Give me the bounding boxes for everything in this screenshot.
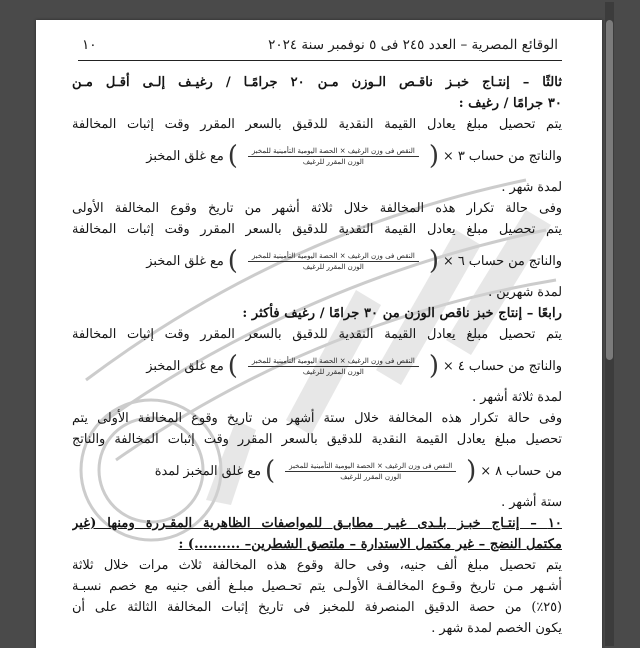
document-body (72, 72, 562, 642)
section10-heading-line1: ١٠ – إنتـاج خبـز بلـدى غيـر مطابـق للمواصفات الظاهرية المقـررة ومنها (غير (72, 516, 562, 531)
section4-formula: والناتج من حساب ٤ × ( $\frac{\text{النقص فى وزن الرغيف × الحصة اليومية التأمينية للمخبز}}{\text{الوزن المقرر للرغيف}}$ ) مع غلق المخبز (146, 351, 562, 381)
formula-prefix: من حساب ٨ × (480, 463, 562, 479)
page-number: ١٠ (82, 37, 97, 53)
section10-text-line1: يتم تحصيل مبلغ ألف جنيه، وفى حالة وقوع هذه المخالفة ثلاث مرات خلال ثلاثة (72, 558, 562, 573)
formula-denominator: الوزن المقرر للرغيف (302, 262, 364, 271)
section3-duration: لمدة شهر . (501, 180, 562, 195)
section10-text-line4: يكون الخصم لمدة شهر . (431, 621, 562, 636)
formula-denominator: الوزن المقرر للرغيف (302, 367, 364, 376)
section4-duration: لمدة ثلاثة أشهر . (472, 390, 562, 405)
formula-fraction (285, 461, 456, 482)
section3-repeat-line1: وفى حالة تكرار هذه المخالفة خلال ثلاثة أشهر من تاريخ وقوع المخالفة الأولى (72, 201, 562, 216)
section4-repeat-duration: ستة أشهر . (501, 495, 562, 510)
section3-repeat-formula: والناتج من حساب ٦ × ( $\frac{\text{النقص فى وزن الرغيف × الحصة اليومية التأمينية للمخبز}}{\text{الوزن المقرر للرغيف}}$ ) مع غلق المخبز (146, 246, 562, 276)
gazette-title: الوقائع المصرية – العدد ٢٤٥ فى ٥ نوفمبر سنة ٢٠٢٤ (268, 37, 558, 53)
scrollbar-thumb[interactable] (606, 20, 613, 360)
vertical-scrollbar[interactable] (605, 2, 614, 646)
formula-prefix: والناتج من حساب ٦ × (443, 253, 562, 269)
section3-heading-line2: ٣٠ جرامًا / رغيف : (458, 96, 562, 111)
formula-fraction (248, 251, 419, 272)
section3-repeat-duration: لمدة شهرين . (488, 285, 562, 300)
section3-heading-line1: ثالثًا – إنتـاج خبـز ناقـص الـوزن مـن ٢٠ جرامًـا / رغيـف إلـى أقـل مـن (72, 75, 562, 90)
section4-repeat-formula: من حساب ٨ × ( $\frac{\text{النقص فى وزن الرغيف × الحصة اليومية التأمينية للمخبز}}{\text{الوزن المقرر للرغيف}}$ ) مع غلق المخبز لمدة (154, 456, 562, 486)
section10-text-line2: أشـهر مـن تاريخ وقـوع المخالفـة الأولـى يتم تحـصيل مبلـغ ألفى جنيه مع خصم نسبـة (72, 579, 562, 594)
page-header (82, 34, 558, 56)
section3-formula: والناتج من حساب ٣ × ( $\frac{\text{النقص فى وزن الرغيف × الحصة اليومية التأمينية للمخبز}}{\text{الوزن المقرر للرغيف}}$ ) مع غلق المخبز (146, 141, 562, 171)
formula-suffix: مع غلق المخبز (146, 358, 224, 374)
formula-numerator: النقص فى وزن الرغيف × الحصة اليومية التأمينية للمخبز (248, 356, 419, 367)
section4-heading: رابعًا – إنتاج خبز ناقص الوزن من ٣٠ جرامًا / رغيف فأكثر : (242, 306, 562, 321)
formula-suffix: مع غلق المخبز (146, 253, 224, 269)
formula-denominator: الوزن المقرر للرغيف (340, 472, 402, 481)
formula-prefix: والناتج من حساب ٣ × (443, 148, 562, 164)
formula-fraction (248, 356, 419, 377)
section4-repeat-line2: تحصيل مبلغ يعادل القيمة النقدية للدقيق بالسعر المقرر وقت إثبات المخالفة والناتج (72, 432, 562, 447)
section10-heading-line2: مكتمل النضج – غير مكتمل الاستدارة – ملتصق الشطرين– ..........) : (178, 537, 562, 552)
document-page (36, 20, 602, 648)
formula-denominator: الوزن المقرر للرغيف (302, 157, 364, 166)
section3-repeat-line2: يتم تحصيل مبلغ يعادل القيمة النقدية للدقيق بالسعر المقرر وقت إثبات المخالفة (72, 222, 562, 237)
formula-numerator: النقص فى وزن الرغيف × الحصة اليومية التأمينية للمخبز (285, 461, 456, 472)
header-divider (78, 60, 562, 61)
formula-numerator: النقص فى وزن الرغيف × الحصة اليومية التأمينية للمخبز (248, 251, 419, 262)
formula-numerator: النقص فى وزن الرغيف × الحصة اليومية التأمينية للمخبز (248, 146, 419, 157)
section3-text: يتم تحصيل مبلغ يعادل القيمة النقدية للدقيق بالسعر المقرر وقت إثبات المخالفة (72, 117, 562, 132)
formula-prefix: والناتج من حساب ٤ × (443, 358, 562, 374)
formula-suffix: مع غلق المخبز لمدة (154, 463, 261, 479)
formula-suffix: مع غلق المخبز (146, 148, 224, 164)
section4-text: يتم تحصيل مبلغ يعادل القيمة النقدية للدقيق بالسعر المقرر وقت إثبات المخالفة (72, 327, 562, 342)
section10-text-line3: (٢٥٪) من حصة الدقيق المنصرفة للمخبز فى تاريخ إثبات المخالفة الثالثة على أن (72, 600, 562, 615)
section4-repeat-line1: وفى حالة تكرار هذه المخالفة خلال ستة أشهر من تاريخ وقوع المخالفة الأولى يتم (72, 411, 562, 426)
formula-fraction (248, 146, 419, 167)
